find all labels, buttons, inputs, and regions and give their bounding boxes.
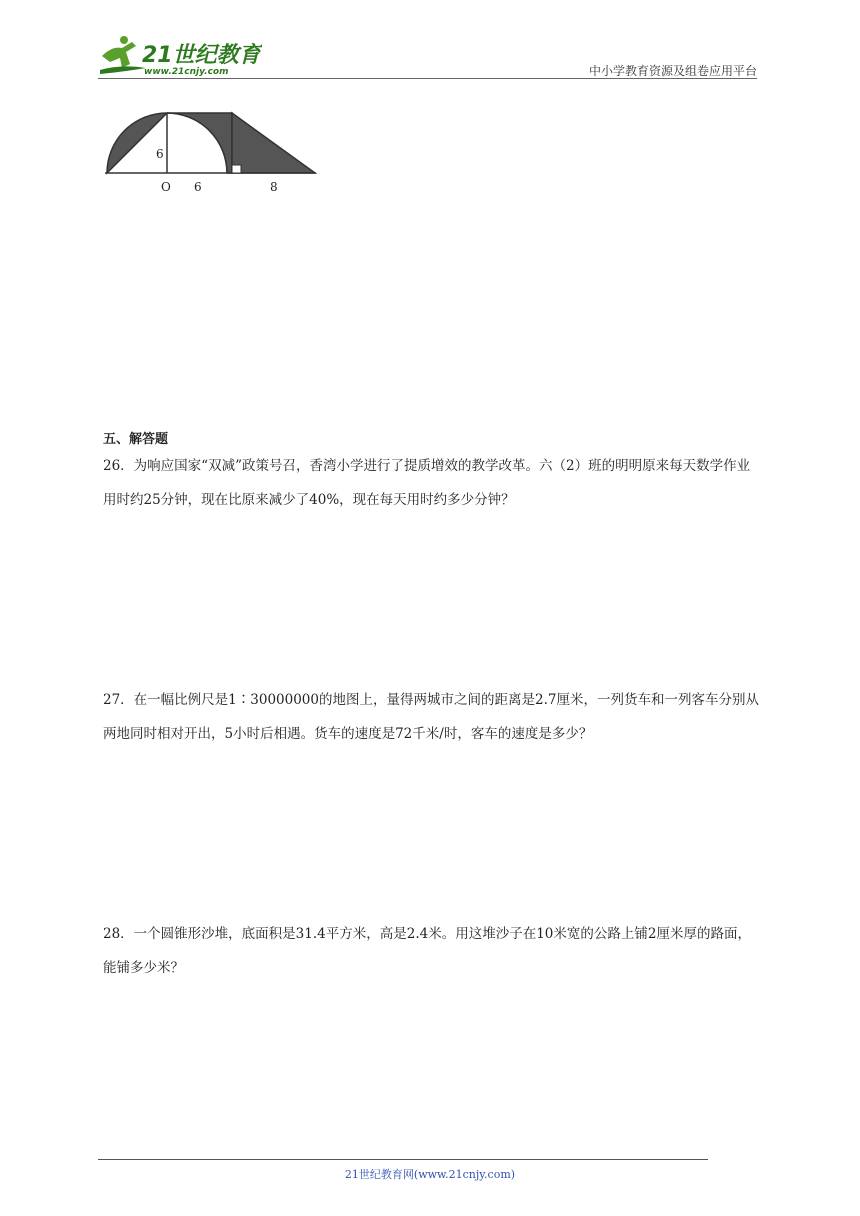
label-height: 6 — [156, 147, 164, 161]
question-text: 26．为响应国家“双减”政策号召，香湾小学进行了提质增效的教学改革。六（2）班的明明原来每天数学作业用时约25分钟，现在比原来减少了40%，现在每天用时约多少分钟？ — [103, 458, 751, 508]
logo-url: www.21cnjy.com — [144, 67, 229, 77]
geometry-figure — [100, 106, 330, 196]
top-shaded-region — [167, 113, 232, 173]
question-26 — [103, 449, 763, 517]
platform-name: 中小学教育资源及组卷应用平台 — [588, 64, 757, 78]
runner-icon — [100, 36, 146, 74]
question-text: 27．在一幅比例尺是1∶30000000的地图上，量得两城市之间的距离是2.7厘米，一列货车和一列客车分别从两地同时相对开出，5小时后相遇。货车的速度是72千米/时，客车的速度是多少？ — [103, 692, 759, 742]
header-divider — [98, 78, 757, 79]
site-logo — [92, 34, 262, 78]
logo-title: 21世纪教育 — [142, 43, 261, 68]
label-radius: 6 — [194, 180, 202, 194]
section-title: 五、解答题 — [103, 432, 169, 447]
footer-divider — [98, 1159, 708, 1160]
right-shaded-triangle — [232, 113, 315, 173]
label-origin: O — [161, 180, 171, 194]
question-27 — [103, 683, 763, 751]
label-base: 8 — [270, 180, 278, 194]
right-angle-mark — [232, 165, 241, 173]
question-28 — [103, 917, 763, 985]
question-text: 28．一个圆锥形沙堆，底面积是31.4平方米，高是2.4米。用这堆沙子在10米宽的公路上铺2厘米厚的路面，能铺多少米？ — [103, 926, 751, 976]
footer-link[interactable]: 21世纪教育网(www.21cnjy.com) — [344, 1168, 516, 1181]
